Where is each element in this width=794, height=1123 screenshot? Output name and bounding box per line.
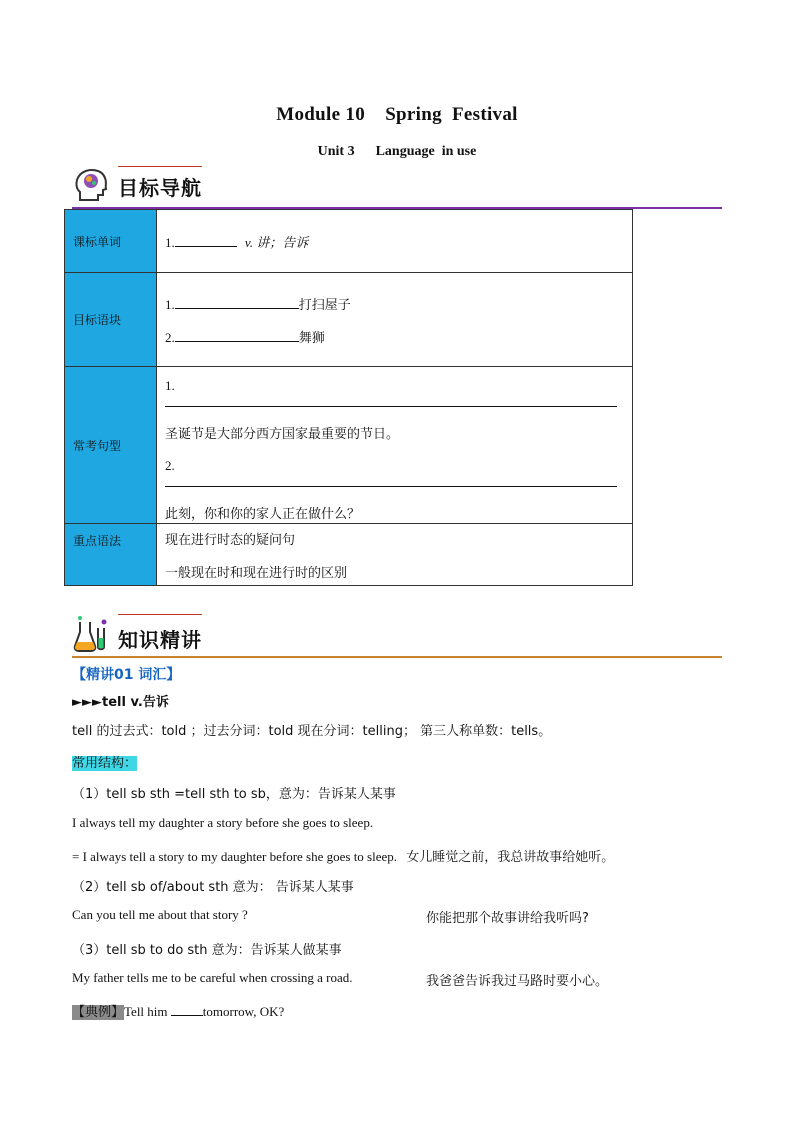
goals-table xyxy=(64,209,633,586)
goals-row-sentences xyxy=(65,367,633,524)
fill-line xyxy=(165,327,624,346)
structures-label: 常用结构： xyxy=(72,756,138,771)
section-knowledge-header xyxy=(72,614,722,658)
arrow-bullets: ►►► xyxy=(72,695,102,710)
lesson-heading: 【精讲01 词汇】 xyxy=(72,667,181,683)
section-goals-title: 目标导航 xyxy=(118,176,202,200)
structure-2-example: Can you tell me about that story ? xyxy=(72,907,248,922)
goals-row-content xyxy=(157,273,633,367)
fill-line xyxy=(165,458,624,491)
goals-row-label: 重点语法 xyxy=(65,524,157,586)
goals-row-content xyxy=(157,367,633,524)
section-knowledge-title: 知识精讲 xyxy=(118,628,202,652)
structure-2-head: （2）tell sb of/about sth 意为： 告诉某人某事 xyxy=(72,880,354,895)
example-question xyxy=(72,1001,284,1020)
example-en: = I always tell a story to my daughter before she goes to sleep. xyxy=(72,849,398,864)
structure-3-head: （3）tell sb to do sth 意为：告诉某人做某事 xyxy=(72,943,342,958)
word-line xyxy=(72,691,169,710)
answer-blank[interactable] xyxy=(165,394,617,407)
example-text-start: Tell him xyxy=(124,1004,171,1019)
answer-blank[interactable] xyxy=(175,234,237,247)
sentence-translation: 圣诞节是大部分西方国家最重要的节日。 xyxy=(165,427,400,442)
structure-1-example-alt xyxy=(72,846,614,865)
goals-row-label: 目标语块 xyxy=(65,273,157,367)
item-number: 2. xyxy=(165,329,175,345)
fill-line xyxy=(165,378,624,411)
example-tag: 【典例】 xyxy=(72,1005,125,1020)
answer-blank[interactable] xyxy=(171,1003,203,1016)
fill-line xyxy=(165,294,624,313)
goals-row-content xyxy=(157,524,633,586)
goals-row-words xyxy=(65,210,633,273)
answer-blank[interactable] xyxy=(175,329,299,342)
heading-top-rule xyxy=(118,614,202,615)
structure-3-example: My father tells me to be careful when crossing a road. xyxy=(72,970,353,985)
fill-line xyxy=(165,232,624,251)
structure-1-head: （1）tell sb sth =tell sth to sb，意为：告诉某人某事 xyxy=(72,787,396,802)
brain-head-icon xyxy=(72,166,112,206)
example-cn: 女儿睡觉之前，我总讲故事给她听。 xyxy=(406,850,615,865)
structures-label-wrap xyxy=(72,752,137,771)
goals-row-grammar xyxy=(65,524,633,586)
item-number: 2. xyxy=(165,458,175,473)
goals-row-chunks xyxy=(65,273,633,367)
heading-top-rule xyxy=(118,166,202,167)
example-text-end: tomorrow, OK? xyxy=(202,1004,285,1019)
item-number: 1. xyxy=(165,296,175,312)
answer-blank[interactable] xyxy=(165,474,617,487)
item-number: 1. xyxy=(165,378,175,393)
item-meaning: v. 讲；告诉 xyxy=(244,234,309,250)
answer-blank[interactable] xyxy=(175,296,299,309)
item-meaning: 打扫屋子 xyxy=(298,297,351,313)
section-knowledge-rule xyxy=(72,656,722,658)
goals-row-label: 常考句型 xyxy=(65,367,157,524)
grammar-point: 一般现在时和现在进行时的区别 xyxy=(165,565,348,581)
structure-2-example-cn: 你能把那个故事讲给我听吗? xyxy=(426,911,589,926)
grammar-point: 现在进行时态的疑问句 xyxy=(165,532,296,548)
word-entry: tell v.告诉 xyxy=(102,695,169,710)
item-meaning: 舞狮 xyxy=(298,330,325,346)
structure-1-example: I always tell my daughter a story before she goes to sleep. xyxy=(72,815,374,830)
page-subtitle: Unit 3 Language in use xyxy=(317,144,477,159)
flask-icon xyxy=(72,614,112,654)
word-forms: tell 的过去式：told ；过去分词：told 现在分词：telling； 第三人称单数：tells。 xyxy=(72,724,552,739)
structure-3-example-cn: 我爸爸告诉我过马路时要小心。 xyxy=(426,974,609,989)
section-goals-header xyxy=(72,166,722,210)
goals-row-content xyxy=(157,210,633,273)
item-number: 1. xyxy=(165,234,175,250)
goals-row-label: 课标单词 xyxy=(65,210,157,273)
sentence-translation: 此刻，你和你的家人正在做什么？ xyxy=(165,507,361,522)
page-title: Module 10 Spring Festival xyxy=(276,104,518,125)
